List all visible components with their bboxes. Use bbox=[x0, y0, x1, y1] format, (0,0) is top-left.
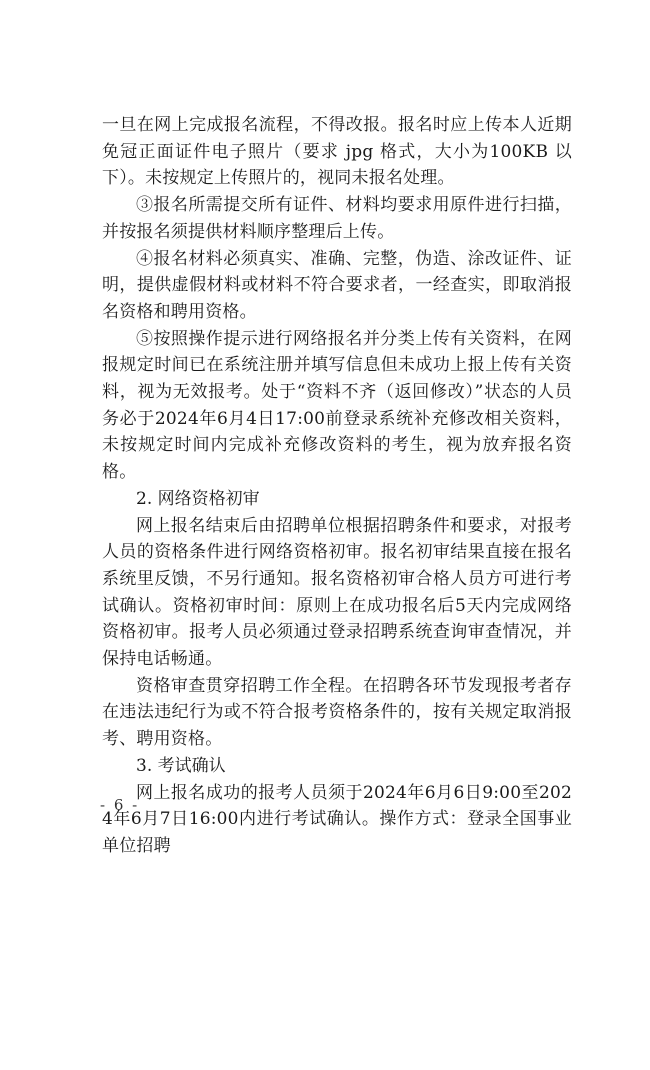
paragraph-item-4: ④报名材料必须真实、准确、完整，伪造、涂改证件、证明，提供虚假材料或材料不符合要求者，一经查实，即取消报名资格和聘用资格。 bbox=[102, 248, 572, 322]
paragraph-item-5: ⑤按照操作提示进行网络报名并分类上传有关资料，在网报规定时间已在系统注册并填写信息但未成功上报上传有关资料，视为无效报考。处于“资料不齐（返回修改）”状态的人员务必于2024年6月4日17:00前登录系统补充修改相关资料，未按规定时间内完成补充修改资料的考生，视为放弃报名资格。 bbox=[102, 328, 572, 483]
paragraph-preliminary-review: 网上报名结束后由招聘单位根据招聘条件和要求，对报考人员的资格条件进行网络资格初审。报名初审结果直接在报名系统里反馈，不另行通知。报名资格初审合格人员方可进行考试确认。资格初审时间：原则上在成功报名后5天内完成网络资格初审。报考人员必须通过登录招聘系统查询审查情况，并保持电话畅通。 bbox=[102, 515, 572, 670]
paragraph-qualification-review: 资格审查贯穿招聘工作全程。在招聘各环节发现报考者存在违法违纪行为或不符合报考资格条件的，按有关规定取消报考、聘用资格。 bbox=[102, 675, 572, 750]
document-body bbox=[102, 112, 572, 860]
paragraph-item-3: ③报名所需提交所有证件、材料均要求用原件进行扫描，并按报名须提供材料顺序整理后上传。 bbox=[102, 195, 572, 242]
page-number: - 6 - bbox=[100, 796, 140, 814]
paragraph-upload-photo: 一旦在网上完成报名流程，不得改报。报名时应上传本人近期免冠正面证件电子照片（要求 jpg 格式，大小为100KB 以下）。未按规定上传照片的，视同未报名处理。 bbox=[102, 115, 572, 189]
paragraph-exam-confirmation: 网上报名成功的报考人员须于2024年6月6日9:00至2024年6月7日16:00内进行考试确认。操作方式：登录全国事业单位招聘 bbox=[102, 782, 572, 856]
section-heading-preliminary-review: 2. 网络资格初审 bbox=[136, 488, 260, 509]
section-heading-exam-confirmation: 3. 考试确认 bbox=[136, 755, 226, 776]
